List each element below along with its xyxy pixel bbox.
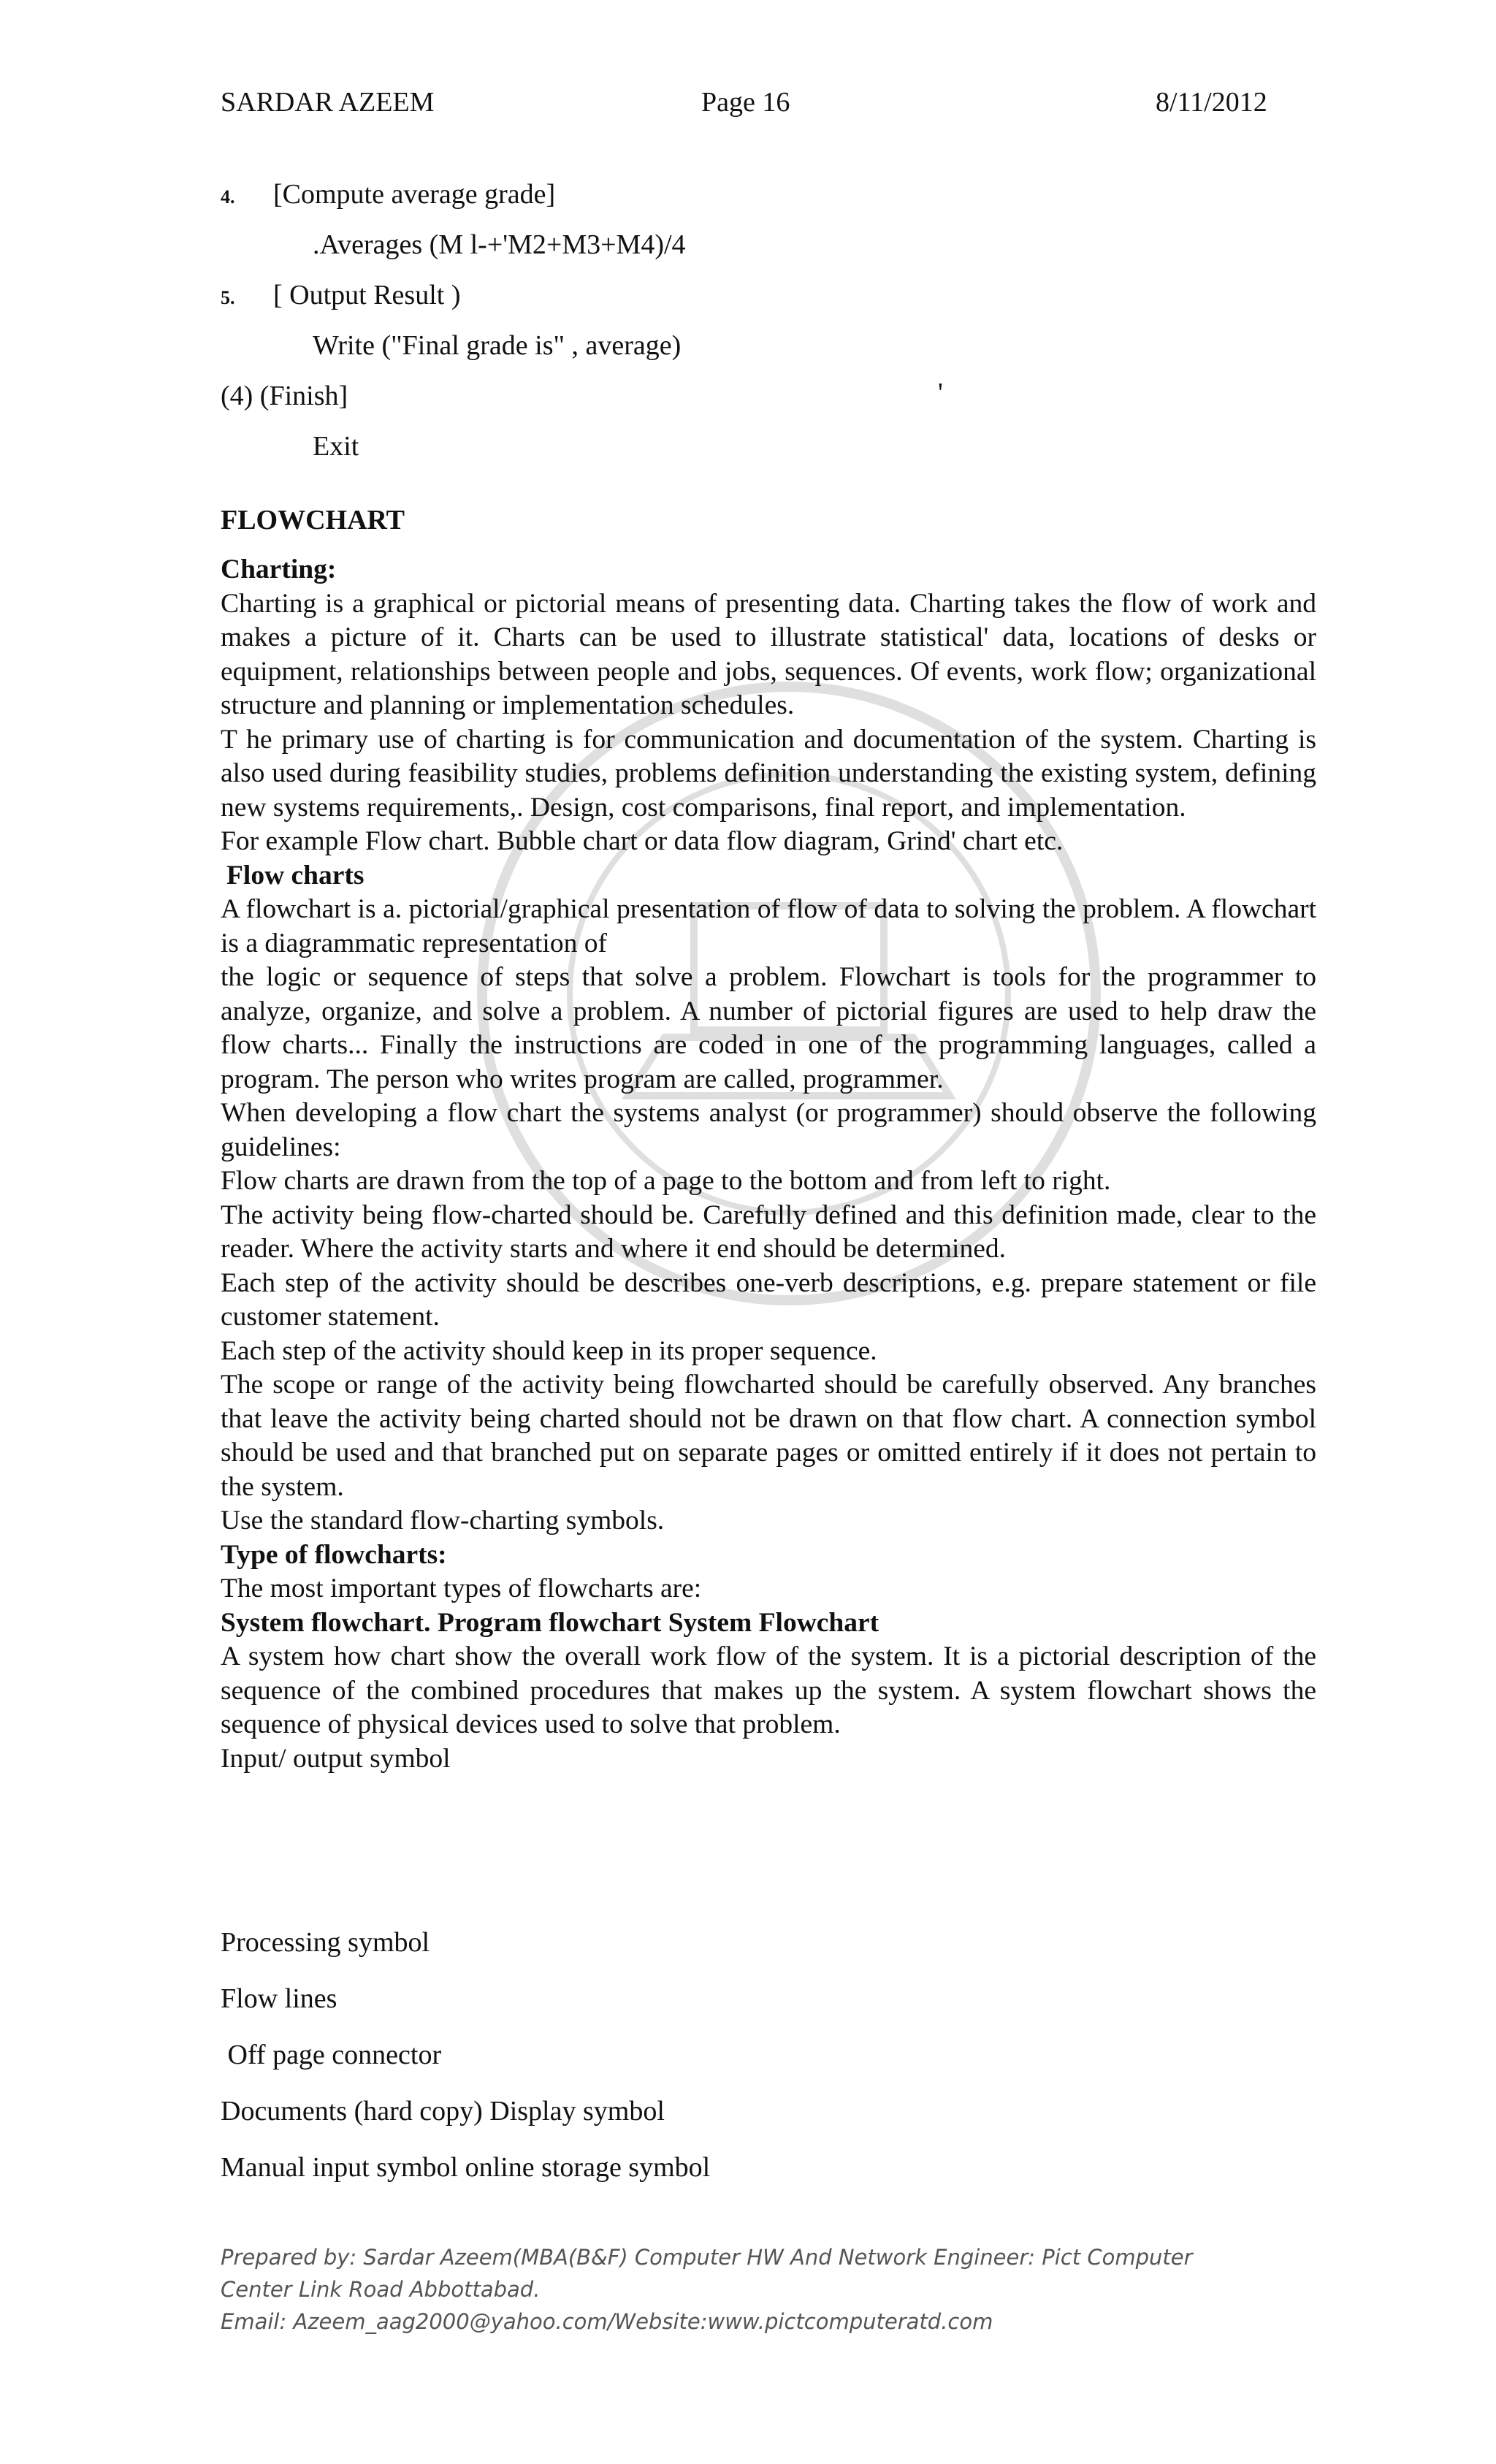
footer-line-2: Center Link Road Abbottabad. xyxy=(221,2277,541,2302)
types-heading: Type of flowcharts: xyxy=(221,1539,447,1570)
symbol-item: Manual input symbol online storage symbol xyxy=(221,2152,711,2183)
algorithm-step-4 xyxy=(221,178,555,210)
charting-paragraph-1: Charting is a graphical or pictorial means of presenting data. Charting takes the flow of work and makes a picture of it. Charts can be used to illustrate statistical' data, locations of desks or equipment, relationships between people and jobs, sequences. Of events, work flow; organizational structure and planning or implementation schedules. xyxy=(221,588,1316,720)
algorithm-finish-body: Exit xyxy=(313,431,359,462)
stray-mark: ' xyxy=(938,378,943,408)
types-paragraph-3: Input/ output symbol xyxy=(221,1743,451,1774)
algorithm-step-5-body: Write ("Final grade is" , average) xyxy=(313,330,682,361)
step-title: [Compute average grade] xyxy=(273,179,556,210)
types-paragraph-1: The most important types of flowcharts are: xyxy=(221,1574,702,1603)
header-date: 8/11/2012 xyxy=(1156,87,1267,118)
flowchart-heading: FLOWCHART xyxy=(221,505,405,535)
algorithm-step-5 xyxy=(221,279,460,311)
header-author: SARDAR AZEEM xyxy=(221,87,435,118)
flow-charts-paragraph-8: Use the standard flow-charting symbols. xyxy=(221,1506,665,1536)
step-title: [ Output Result ) xyxy=(273,280,461,310)
charting-paragraph-2: T he primary use of charting is for communication and documentation of the system. Charting is also used during feasibility studies, problems definition understanding the existing system, defining new systems requirements,. Design, cost comparisons, final report, and implementation. xyxy=(221,724,1316,823)
flow-charts-paragraph-1b: the logic or sequence of steps that solve a problem. Flowchart is tools for the programmer to analyze, organize, and solve a problem. A number of pictorial figures are used to help draw the flow charts... Finally the instructions are coded in one of the programming languages, called a program. The person who writes program are called, programmer. xyxy=(221,962,1316,1094)
footer-line-1: Prepared by: Sardar Azeem(MBA(B&F) Computer HW And Network Engineer: Pict Computer xyxy=(221,2245,1193,2270)
step-number: 4. xyxy=(221,186,235,207)
flow-charts-paragraph-7: The scope or range of the activity being flowcharted should be carefully observed. Any branches that leave the activity being charted should not be drawn on that flow chart. A connection symbol should be used and that branched put on separate pages or omitted entirely if it does not pertain to the system. xyxy=(221,1370,1316,1502)
flow-charts-paragraph-6: Each step of the activity should keep in its proper sequence. xyxy=(221,1335,877,1366)
algorithm-finish-title: (4) (Finish] xyxy=(221,381,348,411)
flow-charts-heading: Flow charts xyxy=(226,860,365,890)
types-paragraph-2: A system how chart show the overall work flow of the system. It is a pictorial description of the sequence of the combined procedures that makes up the system. A system flowchart shows the sequence of physical devices used to solve that problem. xyxy=(221,1641,1316,1739)
flow-charts-paragraph-4: The activity being flow-charted should be. Carefully defined and this definition made, clear to the reader. Where the activity starts and where it end should be determined. xyxy=(221,1199,1316,1264)
step-number: 5. xyxy=(221,287,235,308)
flow-charts-paragraph-3: Flow charts are drawn from the top of a page to the bottom and from left to right. xyxy=(221,1166,1111,1196)
symbol-item: Documents (hard copy) Display symbol xyxy=(221,2096,665,2127)
charting-paragraph-3: For example Flow chart. Bubble chart or data flow diagram, Grind' chart etc. xyxy=(221,826,1064,856)
symbol-item: Off page connector xyxy=(221,2040,442,2070)
main-body xyxy=(221,553,1316,1776)
flow-charts-paragraph-1a: A flowchart is a. pictorial/graphical presentation of flow of data to solving the problem. A flowchart is a diagrammatic representation of xyxy=(221,894,1316,958)
header-page-number: Page 16 xyxy=(701,87,790,118)
algorithm-step-4-body: .Averages (M l-+'M2+M3+M4)/4 xyxy=(313,229,686,260)
flow-charts-paragraph-5: Each step of the activity should be describes one-verb descriptions, e.g. prepare statement or file customer statement. xyxy=(221,1267,1316,1332)
types-subheading: System flowchart. Program flowchart System Flowchart xyxy=(221,1607,879,1638)
charting-heading: Charting: xyxy=(221,554,337,584)
footer xyxy=(221,2241,1193,2338)
flow-charts-paragraph-2: When developing a flow chart the systems analyst (or programmer) should observe the following guidelines: xyxy=(221,1098,1316,1162)
symbol-item: Processing symbol xyxy=(221,1927,430,1958)
footer-line-3: Email: Azeem_aag2000@yahoo.com/Website:www.pictcomputeratd.com xyxy=(221,2309,993,2334)
symbol-item: Flow lines xyxy=(221,1983,337,2014)
